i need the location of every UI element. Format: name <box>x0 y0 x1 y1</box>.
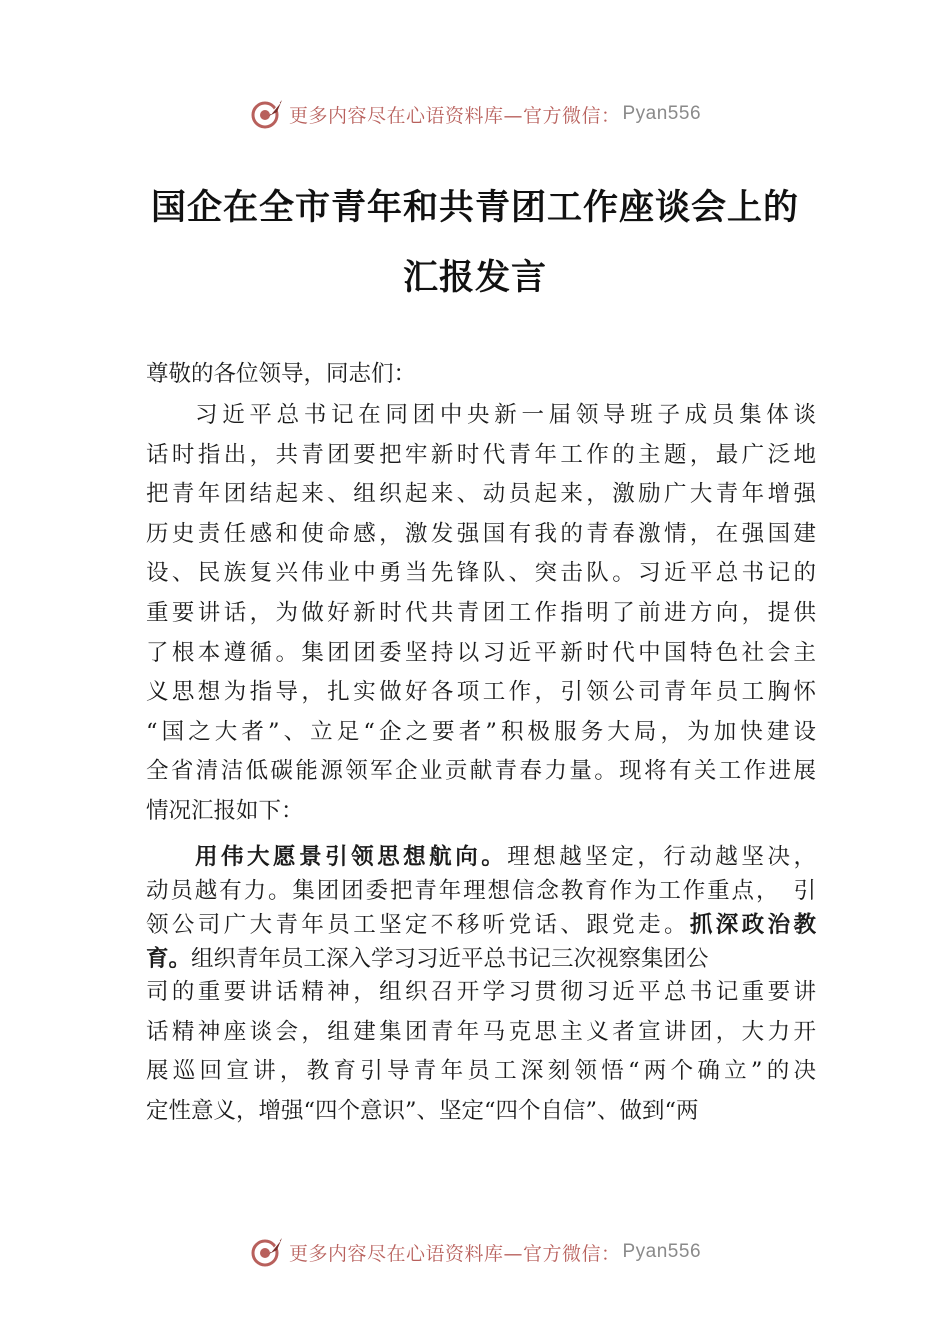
text-line: 了根本遵循。集团团委坚持以习近平新时代中国特色社会主 <box>146 639 816 666</box>
salutation: 尊敬的各位领导，同志们： <box>146 361 417 387</box>
text-line <box>146 840 816 874</box>
text-line: “国之大者”、立足“企之要者”积极服务大局，为加快建设 <box>146 718 816 745</box>
text-line <box>146 908 816 942</box>
text-line: 义思想为指导，扎实做好各项工作，引领公司青年员工胸怀 <box>146 679 816 706</box>
text-line: 司的重要讲话精神，组织召开学习贯彻习近平总书记重要讲 <box>146 979 816 1005</box>
paragraph-continuation <box>146 973 816 1131</box>
document-title-line-1: 国企在全市青年和共青团工作座谈会上的 <box>150 188 799 228</box>
subsection-heading: 抓深政治教 <box>689 912 816 938</box>
watermark-wechat-id: Pyan556 <box>622 1241 702 1262</box>
paragraph-vision <box>146 840 816 976</box>
subsection-heading-end: 育。 <box>146 946 192 972</box>
text-line: 重要讲话，为做好新时代共青团工作指明了前进方向，提供 <box>146 599 816 626</box>
text-run: 组织青年员工深入学习习近平总书记三次视察集团公 <box>191 946 709 972</box>
text-line: 全省清洁低碳能源领军企业贡献青春力量。现将有关工作进展 <box>146 758 816 785</box>
text-line: 展巡回宣讲，教育引导青年员工深刻领悟“两个确立”的决 <box>146 1058 816 1085</box>
watermark-text: 更多内容尽在心语资料库—官方微信： <box>288 1242 621 1265</box>
watermark-text: 更多内容尽在心语资料库—官方微信： <box>288 104 621 127</box>
text-line: 动员越有力。集团团委把青年理想信念教育作为工作重点， 引 <box>146 878 816 904</box>
text-line: 情况汇报如下： <box>146 797 304 824</box>
text-run: 领公司广大青年员工坚定不移听党话、跟党走。 <box>146 912 690 938</box>
text-line <box>146 942 816 976</box>
quill-seal-logo-icon <box>249 96 285 132</box>
section-heading: 用伟大愿景引领思想航向。 <box>195 844 508 870</box>
text-line: 把青年团结起来、组织起来、动员起来，激励广大青年增强 <box>146 481 816 508</box>
text-line: 定性意义，增强“四个意识”、坚定“四个自信”、做到“两 <box>146 1097 699 1124</box>
watermark-wechat-id: Pyan556 <box>622 103 702 124</box>
quill-seal-logo-icon <box>249 1234 285 1270</box>
text-line: 习近平总书记在同团中央新一届领导班子成员集体谈 <box>195 402 816 428</box>
text-line: 历史责任感和使命感，激发强国有我的青春激情，在强国建 <box>146 520 816 547</box>
text-line: 话时指出，共青团要把牢新时代青年工作的主题，最广泛地 <box>146 441 816 468</box>
paragraph-intro <box>146 396 816 832</box>
text-run: 理想越坚定，行动越坚决， <box>507 844 816 870</box>
document-title-line-2: 汇报发言 <box>402 258 547 298</box>
text-line: 设、民族复兴伟业中勇当先锋队、突击队。习近平总书记的 <box>146 560 816 587</box>
text-line: 话精神座谈会，组建集团青年马克思主义者宣讲团，大力开 <box>146 1018 816 1045</box>
footer-watermark <box>0 1232 950 1272</box>
header-watermark <box>0 94 950 134</box>
